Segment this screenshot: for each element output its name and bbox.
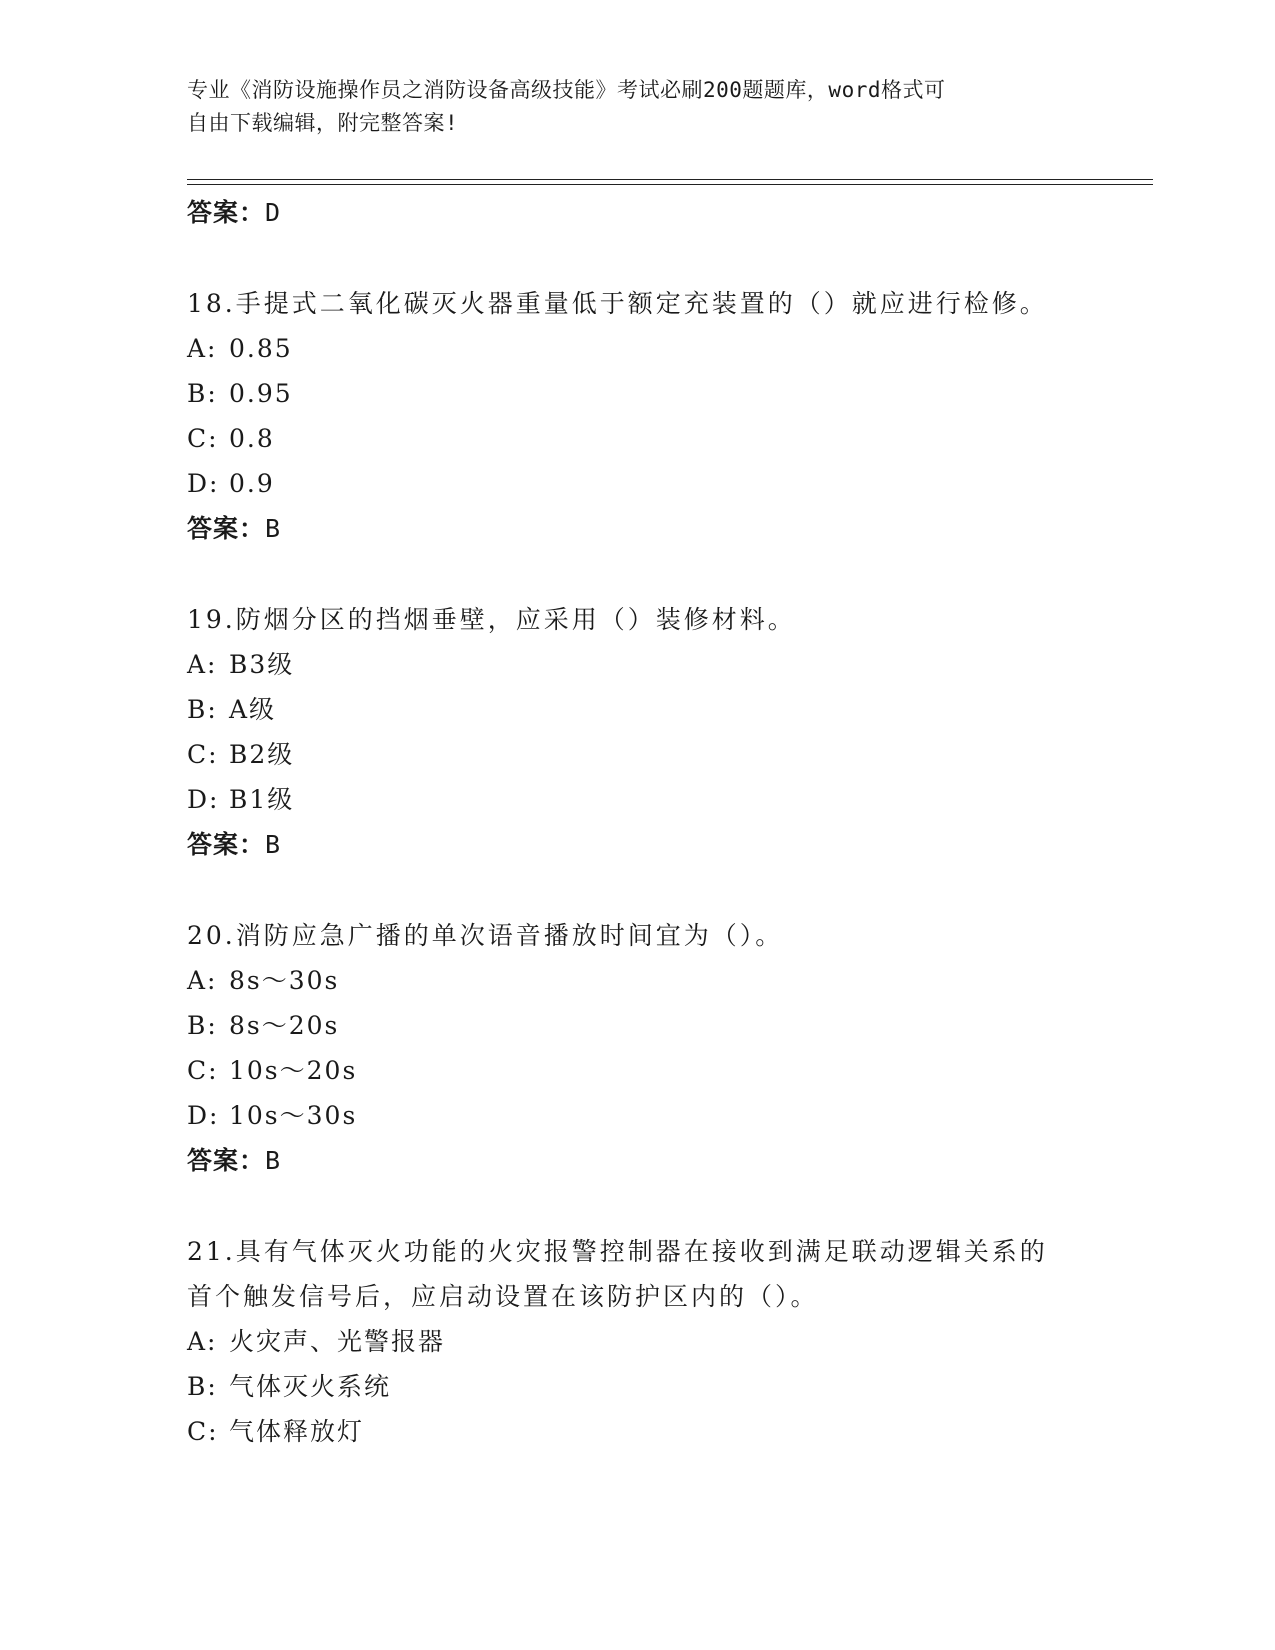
option-key: B: <box>187 379 218 408</box>
question-list <box>187 190 1147 1454</box>
answer-line <box>187 1138 1147 1183</box>
document-header <box>187 74 1067 140</box>
answer-label: 答案： <box>187 1146 266 1175</box>
header-divider-bottom <box>187 184 1153 185</box>
option-key: A: <box>187 966 218 995</box>
option-b <box>187 1364 1147 1409</box>
answer-value: B <box>265 514 282 543</box>
option-b <box>187 687 1147 732</box>
option-key: D: <box>187 1101 220 1130</box>
option-key: C: <box>187 1417 219 1446</box>
answer-label: 答案： <box>187 514 266 543</box>
option-a <box>187 958 1147 1003</box>
answer-line <box>187 506 1147 551</box>
header-line-2: 自由下载编辑，附完整答案! <box>187 111 459 135</box>
option-text: 0.95 <box>229 379 293 408</box>
option-c <box>187 732 1147 777</box>
option-a <box>187 642 1147 687</box>
question-text: 19.防烟分区的挡烟垂壁，应采用（）装修材料。 <box>187 605 796 634</box>
option-key: D: <box>187 785 220 814</box>
option-key: A: <box>187 650 218 679</box>
option-a <box>187 1319 1147 1364</box>
answer-line <box>187 822 1147 867</box>
answer-value: B <box>265 1146 282 1175</box>
option-d <box>187 777 1147 822</box>
question-21 <box>187 1229 1147 1454</box>
answer-value: D <box>265 198 282 227</box>
option-c <box>187 416 1147 461</box>
option-key: C: <box>187 1056 219 1085</box>
option-key: D: <box>187 469 220 498</box>
option-c <box>187 1409 1147 1454</box>
option-key: B: <box>187 1011 218 1040</box>
option-text: B2级 <box>229 740 295 769</box>
option-key: B: <box>187 695 218 724</box>
option-text: A级 <box>229 695 277 724</box>
option-text: B1级 <box>229 785 295 814</box>
answer-line <box>187 190 1147 235</box>
question-18 <box>187 281 1147 551</box>
question-19 <box>187 597 1147 867</box>
option-b <box>187 1003 1147 1048</box>
option-key: A: <box>187 1327 218 1356</box>
question-text-line-2: 首个触发信号后，应启动设置在该防护区内的（）。 <box>187 1282 819 1311</box>
option-key: B: <box>187 1372 218 1401</box>
option-text: 0.9 <box>229 469 275 498</box>
option-key: A: <box>187 334 218 363</box>
option-text: 10s～30s <box>229 1101 358 1130</box>
option-text: 气体释放灯 <box>229 1417 365 1446</box>
option-c <box>187 1048 1147 1093</box>
option-text: 8s～30s <box>229 966 340 995</box>
option-text: 10s～20s <box>229 1056 358 1085</box>
header-line-1: 专业《消防设施操作员之消防设备高级技能》考试必刷200题题库，word格式可 <box>187 78 946 102</box>
question-text: 18.手提式二氧化碳灭火器重量低于额定充装置的（）就应进行检修。 <box>187 289 1048 318</box>
option-text: 0.85 <box>229 334 293 363</box>
option-key: C: <box>187 424 219 453</box>
option-text: 气体灭火系统 <box>229 1372 392 1401</box>
answer-label: 答案： <box>187 198 266 227</box>
option-d <box>187 461 1147 506</box>
option-d <box>187 1093 1147 1138</box>
option-text: 火灾声、光警报器 <box>229 1327 446 1356</box>
answer-value: B <box>265 830 282 859</box>
option-key: C: <box>187 740 219 769</box>
option-text: 0.8 <box>229 424 275 453</box>
option-a <box>187 326 1147 371</box>
answer-label: 答案： <box>187 830 266 859</box>
option-text: 8s～20s <box>229 1011 340 1040</box>
option-b <box>187 371 1147 416</box>
question-text-line-1: 21.具有气体灭火功能的火灾报警控制器在接收到满足联动逻辑关系的 <box>187 1237 1048 1266</box>
question-20 <box>187 913 1147 1183</box>
header-divider-top <box>187 179 1153 180</box>
question-text: 20.消防应急广播的单次语音播放时间宜为（）。 <box>187 921 784 950</box>
option-text: B3级 <box>229 650 295 679</box>
